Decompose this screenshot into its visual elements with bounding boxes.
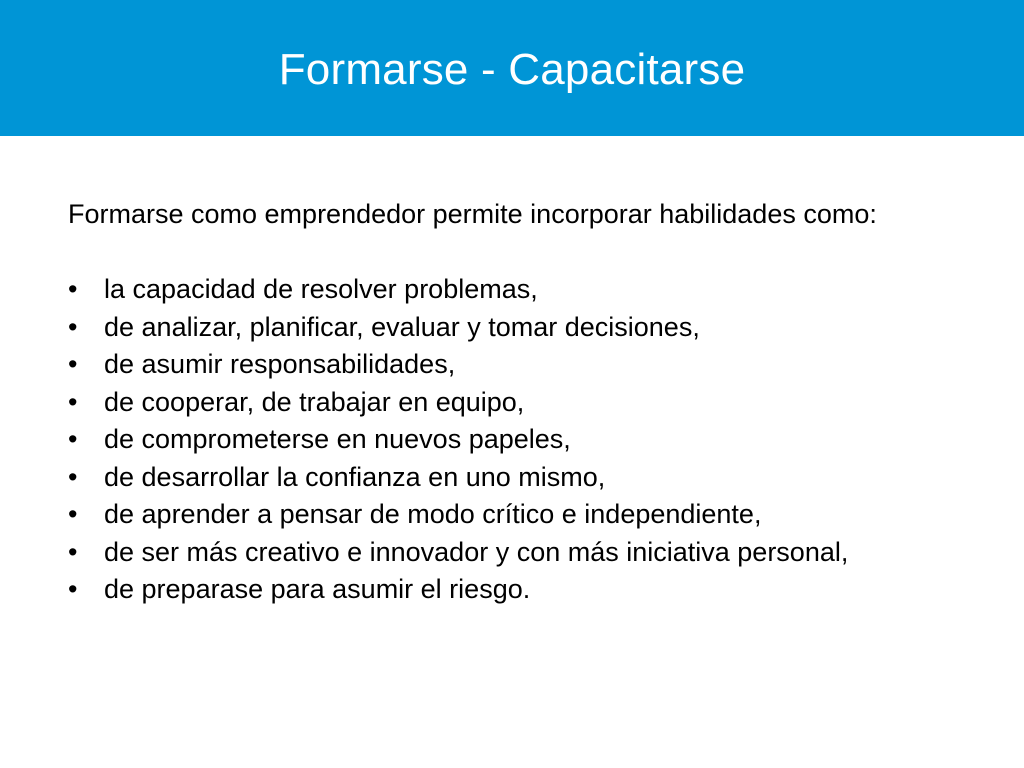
- skills-list: [68, 271, 968, 609]
- list-item-text: de ser más creativo e innovador y con más iniciativa personal,: [104, 536, 849, 567]
- bullet-icon: •: [68, 274, 78, 304]
- bullet-icon: •: [68, 499, 78, 529]
- bullet-icon: •: [68, 574, 78, 604]
- list-item: [68, 534, 968, 572]
- bullet-icon: •: [68, 536, 78, 567]
- list-item: [68, 384, 968, 422]
- bullet-icon: •: [68, 311, 78, 342]
- bullet-icon: •: [68, 461, 78, 492]
- slide-body: [68, 196, 968, 609]
- list-item-text: de desarrollar la confianza en uno mismo,: [104, 461, 606, 492]
- title-banner: [0, 0, 1024, 136]
- list-item-text: la capacidad de resolver problemas,: [104, 274, 538, 304]
- list-item-text: de comprometerse en nuevos papeles,: [104, 424, 571, 454]
- list-item-text: de analizar, planificar, evaluar y tomar decisiones,: [104, 311, 700, 342]
- list-item-text: de asumir responsabilidades,: [104, 349, 456, 379]
- list-item-text: de preparase para asumir el riesgo.: [104, 574, 531, 604]
- list-item: [68, 571, 968, 609]
- list-item-text: de aprender a pensar de modo crítico e independiente,: [104, 499, 762, 529]
- list-item: [68, 421, 968, 459]
- paragraph-spacer: [68, 234, 968, 272]
- list-item: [68, 496, 968, 534]
- bullet-icon: •: [68, 424, 78, 454]
- intro-paragraph: Formarse como emprendedor permite incorporar habilidades como:: [68, 199, 877, 229]
- slide-title: Formarse - Capacitarse: [278, 45, 746, 94]
- list-item-text: de cooperar, de trabajar en equipo,: [104, 386, 525, 417]
- bullet-icon: •: [68, 386, 78, 417]
- list-item: [68, 346, 968, 384]
- list-item: [68, 271, 968, 309]
- list-item: [68, 309, 968, 347]
- list-item: [68, 459, 968, 497]
- bullet-icon: •: [68, 349, 78, 379]
